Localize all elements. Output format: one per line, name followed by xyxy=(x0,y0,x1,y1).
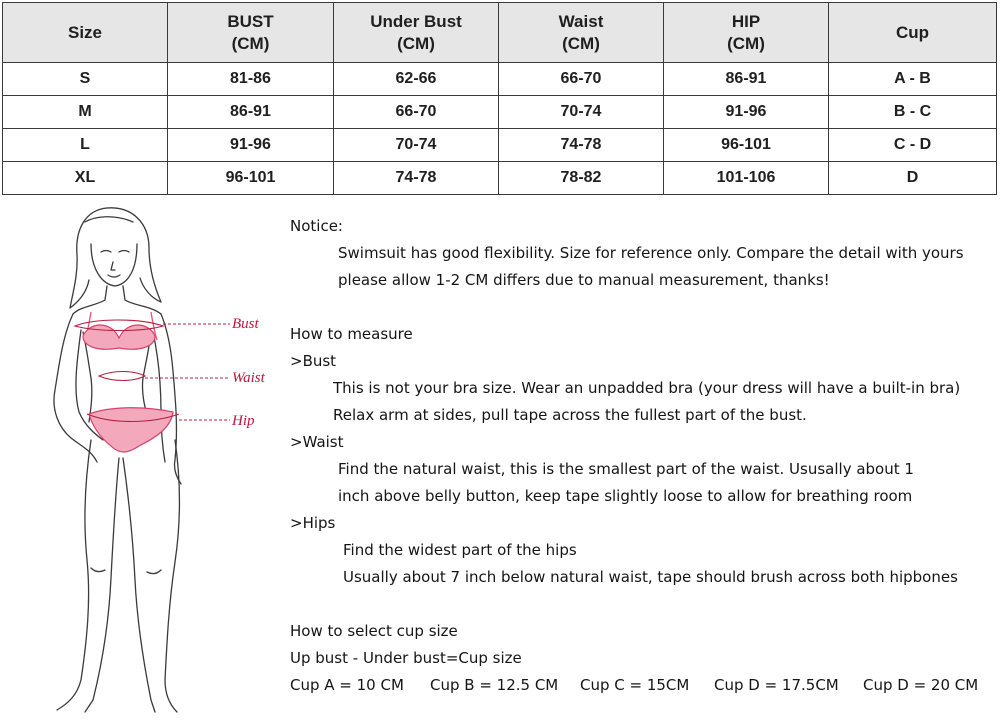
cup-size-item: Cup A = 10 CM xyxy=(290,676,404,694)
header-size: Size xyxy=(3,3,168,63)
cell-bust: 91-96 xyxy=(168,129,334,162)
header-under-bust: Under Bust (CM) xyxy=(334,3,499,63)
size-chart-table xyxy=(2,2,997,195)
cell-hip: 101-106 xyxy=(664,162,829,195)
cup-size-list xyxy=(290,676,993,694)
table-header-row xyxy=(3,3,997,63)
header-hip: HIP (CM) xyxy=(664,3,829,63)
cell-cup: A - B xyxy=(829,63,997,96)
cell-under-bust: 66-70 xyxy=(334,96,499,129)
header-cup: Cup xyxy=(829,3,997,63)
figure-outline xyxy=(54,208,181,712)
cell-hip: 91-96 xyxy=(664,96,829,129)
cell-waist: 78-82 xyxy=(499,162,664,195)
bust-label: Bust xyxy=(232,316,259,332)
hip-label: Hip xyxy=(232,413,255,429)
swimsuit-bottom xyxy=(89,408,173,452)
cell-waist: 66-70 xyxy=(499,63,664,96)
table-row xyxy=(3,129,997,162)
cell-waist: 74-78 xyxy=(499,129,664,162)
waist-label: Waist xyxy=(232,370,265,386)
table-row xyxy=(3,96,997,129)
cell-size: M xyxy=(3,96,168,129)
hips-instruction: Usually about 7 inch below natural waist, tape should brush across both hipbones xyxy=(343,568,958,586)
cup-formula: Up bust - Under bust=Cup size xyxy=(290,649,522,667)
cup-size-item: Cup D = 17.5CM xyxy=(714,676,839,694)
notice-line: please allow 1-2 CM differs due to manual measurement, thanks! xyxy=(338,271,830,289)
cell-hip: 96-101 xyxy=(664,129,829,162)
cell-bust: 96-101 xyxy=(168,162,334,195)
bust-heading: >Bust xyxy=(290,352,337,370)
cell-size: XL xyxy=(3,162,168,195)
table-row xyxy=(3,63,997,96)
notice-title: Notice: xyxy=(290,217,343,235)
waist-instruction: Find the natural waist, this is the smallest part of the waist. Ususally about 1 xyxy=(338,460,914,478)
notice-line: Swimsuit has good flexibility. Size for reference only. Compare the detail with yours xyxy=(338,244,964,262)
waist-heading: >Waist xyxy=(290,433,344,451)
cell-size: S xyxy=(3,63,168,96)
cell-under-bust: 62-66 xyxy=(334,63,499,96)
hips-instruction: Find the widest part of the hips xyxy=(343,541,577,559)
bust-instruction: This is not your bra size. Wear an unpadded bra (your dress will have a built-in bra) xyxy=(333,379,961,397)
cell-hip: 86-91 xyxy=(664,63,829,96)
bust-instruction: Relax arm at sides, pull tape across the fullest part of the bust. xyxy=(333,406,807,424)
cell-cup: B - C xyxy=(829,96,997,129)
measurement-figure-illustration xyxy=(15,200,275,725)
cup-title: How to select cup size xyxy=(290,622,458,640)
cell-cup: C - D xyxy=(829,129,997,162)
cell-under-bust: 74-78 xyxy=(334,162,499,195)
waist-instruction: inch above belly button, keep tape slightly loose to allow for breathing room xyxy=(338,487,913,505)
cell-under-bust: 70-74 xyxy=(334,129,499,162)
cell-waist: 70-74 xyxy=(499,96,664,129)
cell-bust: 86-91 xyxy=(168,96,334,129)
table-row xyxy=(3,162,997,195)
measure-title: How to measure xyxy=(290,325,413,343)
hips-heading: >Hips xyxy=(290,514,336,532)
cell-size: L xyxy=(3,129,168,162)
cup-size-item: Cup C = 15CM xyxy=(580,676,690,694)
cell-cup: D xyxy=(829,162,997,195)
cell-bust: 81-86 xyxy=(168,63,334,96)
cup-size-item: Cup D = 20 CM xyxy=(863,676,979,694)
header-waist: Waist (CM) xyxy=(499,3,664,63)
header-bust: BUST (CM) xyxy=(168,3,334,63)
cup-size-item: Cup B = 12.5 CM xyxy=(430,676,559,694)
